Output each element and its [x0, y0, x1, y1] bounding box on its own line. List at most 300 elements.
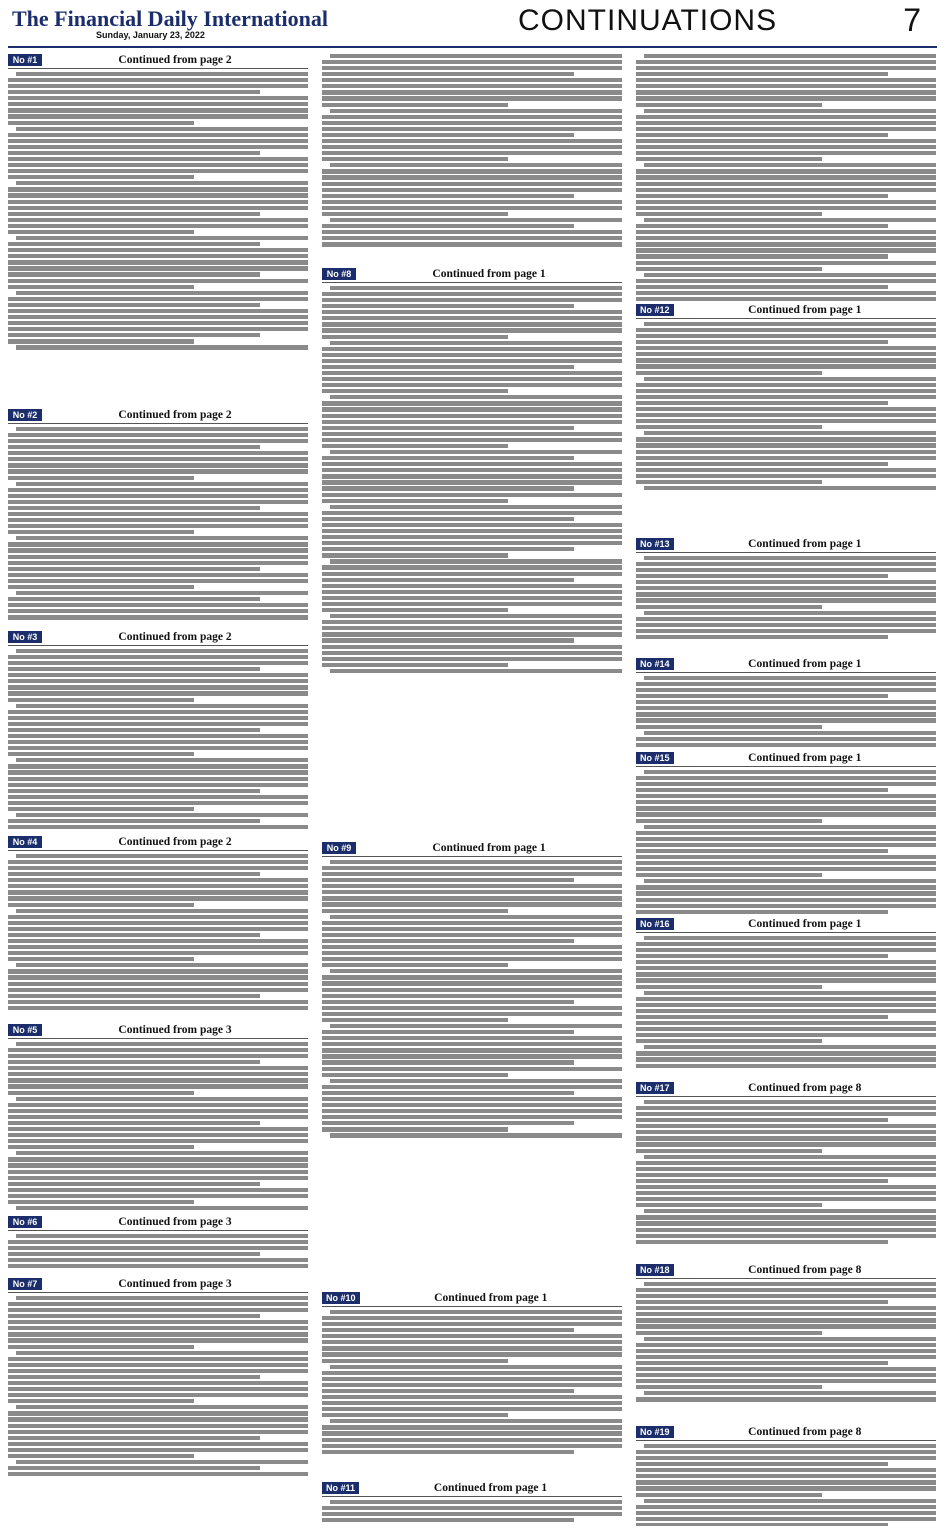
text-line — [636, 1142, 936, 1146]
text-line — [16, 758, 308, 762]
text-line — [644, 1499, 936, 1503]
text-line — [636, 1324, 936, 1328]
text-line — [322, 645, 622, 649]
text-line — [644, 1391, 936, 1395]
story-header — [8, 1022, 308, 1039]
text-line — [322, 1030, 574, 1034]
story-tag: No #14 — [636, 658, 674, 670]
text-line — [644, 109, 936, 113]
section-title: CONTINUATIONS — [518, 4, 778, 37]
text-line — [322, 1328, 574, 1332]
text-line — [16, 1351, 308, 1355]
story-header — [8, 407, 308, 424]
text-line — [636, 1480, 936, 1484]
text-line — [8, 807, 194, 811]
story-title: Continued from page 1 — [748, 538, 862, 550]
text-line — [322, 151, 622, 155]
text-line — [636, 819, 822, 823]
text-line — [8, 90, 260, 94]
text-line — [636, 1493, 822, 1497]
text-line — [644, 676, 936, 680]
text-line — [8, 691, 308, 695]
text-line — [16, 1206, 308, 1210]
text-line — [636, 1197, 936, 1201]
story-14 — [636, 656, 936, 748]
text-line — [8, 1387, 308, 1391]
story-body — [636, 554, 936, 656]
text-line — [16, 1296, 308, 1300]
text-line — [330, 969, 622, 973]
text-line — [8, 108, 308, 112]
story-body — [8, 1040, 308, 1227]
text-line — [636, 1367, 936, 1371]
text-line — [8, 994, 260, 998]
text-line — [322, 535, 622, 539]
text-line — [8, 96, 308, 100]
text-line — [322, 1115, 622, 1119]
text-line — [8, 655, 308, 659]
text-line — [322, 1127, 508, 1131]
column-3 — [636, 52, 936, 1526]
text-line — [636, 1003, 936, 1007]
text-line — [8, 872, 260, 876]
text-line — [322, 389, 508, 393]
text-line — [8, 548, 308, 552]
text-line — [636, 592, 936, 596]
text-line — [8, 1170, 308, 1174]
text-line — [636, 568, 936, 572]
story-header — [636, 750, 936, 767]
text-line — [322, 420, 622, 424]
text-line — [8, 1000, 308, 1004]
text-line — [322, 921, 622, 925]
story-header — [636, 1262, 936, 1279]
text-line — [8, 1054, 308, 1058]
text-line — [636, 849, 888, 853]
story-body — [8, 425, 308, 639]
text-line — [16, 345, 308, 349]
text-line — [636, 261, 936, 265]
text-line — [636, 1221, 936, 1225]
text-line — [8, 297, 308, 301]
text-line — [644, 1282, 936, 1286]
story-title: Continued from page 1 — [433, 1482, 548, 1494]
text-line — [322, 383, 622, 387]
text-line — [322, 1054, 622, 1058]
text-line — [330, 218, 622, 222]
story-15 — [636, 750, 936, 914]
text-line — [330, 505, 622, 509]
story-title: Continued from page 3 — [118, 1278, 232, 1290]
text-line — [636, 948, 936, 952]
text-line — [322, 657, 622, 661]
text-line — [16, 963, 308, 967]
text-line — [8, 457, 308, 461]
text-line — [8, 884, 308, 888]
story-body — [636, 1098, 936, 1260]
text-line — [636, 831, 936, 835]
text-line — [636, 358, 936, 362]
text-line — [636, 598, 936, 602]
text-line — [322, 499, 508, 503]
text-line — [322, 632, 622, 636]
text-line — [322, 298, 622, 302]
text-line — [8, 1006, 308, 1010]
text-line — [8, 193, 308, 197]
text-line — [8, 770, 308, 774]
story-body — [636, 674, 936, 748]
text-line — [636, 1294, 936, 1298]
story-body — [636, 768, 936, 914]
text-line — [636, 121, 936, 125]
text-line — [8, 795, 308, 799]
text-line — [322, 957, 622, 961]
text-line — [8, 439, 308, 443]
text-line — [636, 1124, 936, 1128]
text-line — [8, 445, 260, 449]
text-line — [16, 127, 308, 131]
text-line — [322, 945, 622, 949]
text-line — [8, 260, 308, 264]
text-line — [636, 291, 936, 295]
story-continuation — [636, 52, 936, 302]
text-line — [636, 297, 936, 301]
text-line — [322, 1012, 622, 1016]
text-line — [644, 731, 936, 735]
text-line — [330, 669, 622, 673]
text-line — [8, 561, 308, 565]
text-line — [322, 1346, 622, 1350]
text-line — [644, 1209, 936, 1213]
text-line — [322, 902, 622, 906]
text-line — [636, 885, 936, 889]
text-line — [636, 562, 936, 566]
text-line — [322, 1048, 622, 1052]
text-line — [8, 951, 308, 955]
text-line — [330, 559, 622, 563]
text-line — [636, 66, 936, 70]
text-line — [8, 933, 260, 937]
text-line — [636, 635, 888, 639]
text-line — [322, 511, 622, 515]
text-line — [330, 1310, 622, 1314]
text-line — [8, 667, 260, 671]
story-13 — [636, 536, 936, 656]
text-line — [636, 1240, 888, 1244]
text-line — [330, 1079, 622, 1083]
text-line — [322, 602, 622, 606]
text-line — [322, 1407, 622, 1411]
story-10 — [322, 1290, 622, 1478]
story-title: Continued from page 1 — [434, 1292, 548, 1304]
text-line — [636, 352, 936, 356]
text-line — [8, 500, 308, 504]
text-line — [8, 1338, 308, 1342]
text-line — [636, 1306, 936, 1310]
text-line — [322, 866, 622, 870]
text-line — [8, 1182, 260, 1186]
text-line — [8, 463, 308, 467]
text-line — [322, 480, 622, 484]
text-line — [636, 997, 936, 1001]
story-tag: No #1 — [8, 54, 42, 66]
text-line — [322, 377, 622, 381]
text-line — [322, 438, 622, 442]
text-line — [644, 1337, 936, 1341]
story-title: Continued from page 1 — [748, 918, 862, 930]
text-line — [636, 688, 936, 692]
text-line — [322, 1316, 622, 1320]
text-line — [322, 1060, 574, 1064]
text-line — [8, 903, 194, 907]
story-header — [8, 52, 308, 69]
text-line — [330, 341, 622, 345]
text-line — [636, 1009, 936, 1013]
text-line — [322, 1109, 622, 1113]
text-line — [636, 1355, 936, 1359]
text-line — [636, 340, 888, 344]
story-body — [322, 52, 622, 264]
text-line — [16, 536, 308, 540]
text-line — [16, 909, 308, 913]
text-line — [8, 921, 308, 925]
text-line — [644, 273, 936, 277]
text-line — [322, 169, 622, 173]
text-line — [636, 474, 936, 478]
text-line — [8, 1139, 308, 1143]
text-line — [322, 328, 622, 332]
text-line — [322, 994, 622, 998]
text-line — [330, 54, 622, 58]
text-line — [636, 682, 936, 686]
text-line — [636, 718, 936, 722]
story-header — [8, 1214, 308, 1231]
text-line — [8, 1326, 308, 1330]
text-line — [322, 194, 574, 198]
text-line — [8, 927, 308, 931]
column-2 — [322, 52, 622, 1526]
text-line — [8, 1091, 194, 1095]
text-line — [636, 364, 936, 368]
text-line — [322, 444, 508, 448]
text-line — [636, 328, 936, 332]
text-line — [322, 121, 622, 125]
text-line — [8, 698, 194, 702]
text-line — [636, 224, 888, 228]
text-line — [8, 1127, 308, 1131]
text-line — [8, 212, 260, 216]
text-line — [636, 401, 888, 405]
text-line — [8, 1200, 194, 1204]
text-line — [322, 182, 622, 186]
story-tag: No #19 — [636, 1426, 674, 1438]
text-line — [636, 1312, 936, 1316]
story-11 — [322, 1480, 622, 1526]
text-line — [8, 1115, 308, 1119]
story-continuation — [322, 52, 622, 264]
text-line — [8, 169, 308, 173]
text-line — [322, 1334, 622, 1338]
story-body — [322, 1498, 622, 1526]
text-line — [636, 954, 888, 958]
text-line — [322, 212, 508, 216]
text-line — [636, 1064, 936, 1068]
text-line — [322, 1322, 622, 1326]
text-line — [16, 591, 308, 595]
text-line — [636, 580, 936, 584]
text-line — [644, 770, 936, 774]
text-line — [322, 590, 622, 594]
text-line — [636, 175, 936, 179]
text-line — [322, 1121, 574, 1125]
text-line — [8, 1252, 260, 1256]
text-line — [8, 603, 308, 607]
text-line — [8, 1103, 308, 1107]
text-line — [636, 139, 936, 143]
text-line — [8, 1163, 308, 1167]
text-line — [636, 462, 888, 466]
text-line — [322, 304, 574, 308]
text-line — [636, 1505, 936, 1509]
text-line — [8, 84, 308, 88]
text-line — [322, 626, 622, 630]
text-line — [330, 1500, 622, 1504]
story-3 — [8, 629, 308, 847]
publication-date: Sunday, January 23, 2022 — [96, 30, 205, 40]
text-line — [636, 910, 888, 914]
text-line — [322, 1103, 622, 1107]
text-line — [636, 230, 936, 234]
text-line — [322, 1018, 508, 1022]
text-line — [8, 1369, 308, 1373]
text-line — [322, 963, 508, 967]
text-line — [636, 712, 936, 716]
text-line — [8, 585, 194, 589]
text-line — [322, 1431, 622, 1435]
text-line — [8, 825, 308, 829]
text-line — [8, 597, 260, 601]
text-line — [330, 1133, 622, 1137]
text-line — [322, 608, 508, 612]
text-line — [322, 1085, 622, 1089]
text-line — [322, 988, 622, 992]
text-line — [322, 432, 622, 436]
text-line — [8, 1399, 194, 1403]
story-header — [636, 656, 936, 673]
text-line — [636, 960, 936, 964]
text-line — [636, 242, 936, 246]
text-line — [8, 327, 308, 331]
story-18 — [636, 1262, 936, 1422]
text-line — [8, 433, 308, 437]
text-line — [636, 346, 936, 350]
text-line — [16, 1234, 308, 1238]
text-line — [322, 1438, 622, 1442]
text-line — [636, 1349, 936, 1353]
text-line — [636, 861, 936, 865]
text-line — [8, 230, 194, 234]
text-line — [636, 898, 936, 902]
story-tag: No #5 — [8, 1024, 42, 1036]
story-title: Continued from page 2 — [118, 836, 232, 848]
text-line — [322, 1340, 622, 1344]
text-line — [8, 1454, 194, 1458]
text-line — [636, 419, 936, 423]
text-line — [636, 1523, 888, 1526]
story-16 — [636, 916, 936, 1078]
text-line — [330, 163, 622, 167]
text-line — [8, 272, 260, 276]
story-body — [636, 1280, 936, 1422]
text-line — [644, 486, 936, 490]
text-line — [636, 586, 936, 590]
text-line — [8, 309, 308, 313]
text-line — [636, 443, 936, 447]
text-line — [8, 957, 194, 961]
text-line — [8, 279, 308, 283]
text-line — [322, 72, 574, 76]
text-line — [8, 524, 308, 528]
text-line — [8, 1072, 308, 1076]
text-line — [636, 437, 936, 441]
text-line — [8, 151, 260, 155]
story-title: Continued from page 8 — [748, 1082, 862, 1094]
text-line — [636, 1027, 936, 1031]
text-line — [322, 1425, 622, 1429]
text-line — [8, 506, 260, 510]
text-line — [636, 837, 936, 841]
text-line — [322, 407, 622, 411]
text-line — [8, 266, 308, 270]
text-line — [322, 322, 622, 326]
text-line — [322, 127, 622, 131]
text-line — [330, 915, 622, 919]
text-line — [8, 710, 308, 714]
text-line — [8, 451, 308, 455]
story-body — [636, 52, 936, 302]
text-line — [322, 139, 622, 143]
text-line — [8, 783, 308, 787]
text-line — [16, 236, 308, 240]
text-line — [636, 1033, 936, 1037]
text-line — [8, 518, 308, 522]
text-line — [644, 431, 936, 435]
text-line — [8, 722, 308, 726]
text-line — [8, 1320, 308, 1324]
text-line — [8, 1442, 308, 1446]
text-line — [8, 661, 308, 665]
text-line — [636, 206, 936, 210]
text-line — [322, 872, 622, 876]
story-12 — [636, 302, 936, 534]
text-line — [8, 1084, 308, 1088]
text-line — [322, 1097, 622, 1101]
story-body — [8, 852, 308, 1024]
text-line — [8, 1381, 308, 1385]
text-line — [322, 878, 574, 882]
text-line — [636, 60, 936, 64]
text-line — [322, 1383, 622, 1387]
text-line — [8, 218, 308, 222]
text-line — [636, 334, 936, 338]
story-tag: No #9 — [322, 842, 356, 854]
story-tag: No #8 — [322, 268, 356, 280]
text-line — [322, 1067, 622, 1071]
text-line — [8, 494, 308, 498]
text-line — [8, 1357, 308, 1361]
text-line — [8, 866, 308, 870]
text-line — [8, 530, 194, 534]
